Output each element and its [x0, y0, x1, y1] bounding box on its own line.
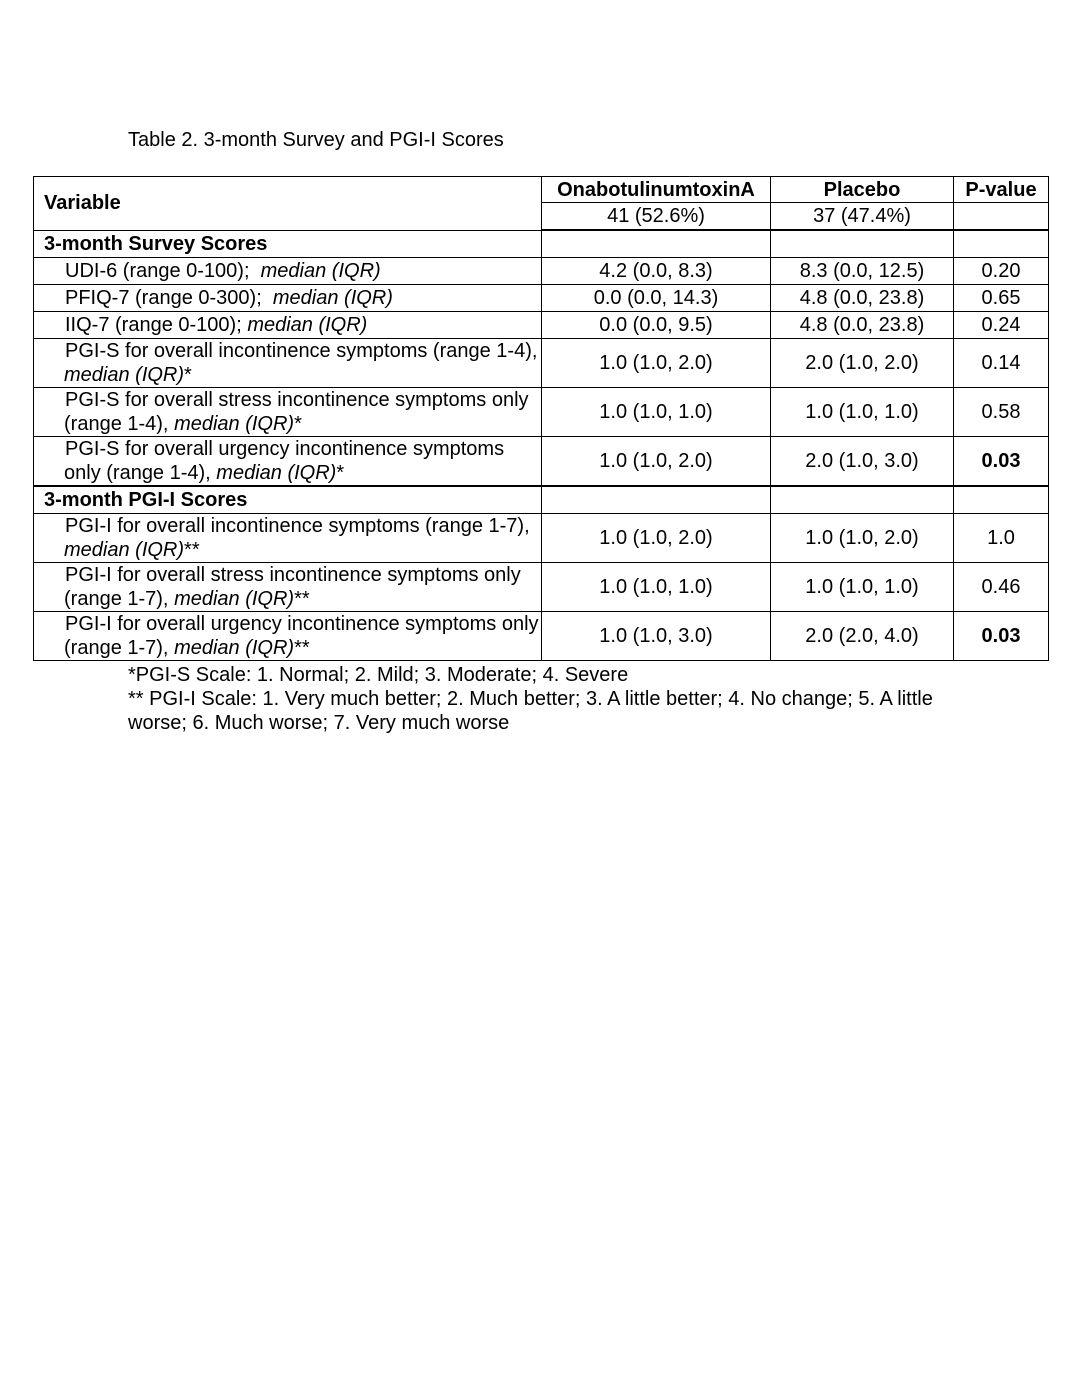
row-label-text: IIQ-7 (range 0-100); — [65, 314, 248, 336]
group2-value: 1.0 (1.0, 2.0) — [771, 514, 954, 563]
section-title: 3-month Survey Scores — [34, 230, 542, 258]
p-value: 0.03 — [954, 437, 1049, 487]
row-label-text: PGI-I for overall urgency incontinence symptoms only (range 1-7), — [64, 613, 545, 659]
row-label-text: PGI-I for overall incontinence symptoms (range 1-7), — [65, 515, 536, 537]
header-group2-n: 37 (47.4%) — [771, 203, 954, 231]
row-label — [34, 563, 542, 612]
section-blank-cell — [542, 486, 771, 514]
row-label — [34, 612, 545, 661]
row-label-stat: median (IQR) — [64, 364, 185, 386]
table-row — [34, 514, 1049, 563]
table-row — [34, 258, 1049, 285]
row-label-stat: median (IQR) — [216, 462, 337, 484]
group2-value: 4.8 (0.0, 23.8) — [771, 312, 954, 339]
section-blank-cell — [771, 230, 954, 258]
group1-value: 1.0 (1.0, 3.0) — [542, 612, 771, 661]
table-row — [34, 312, 1049, 339]
table-row — [34, 437, 1049, 487]
footnotes — [128, 663, 948, 735]
group1-value: 0.0 (0.0, 14.3) — [542, 285, 771, 312]
row-label-stat: median (IQR) — [272, 287, 393, 309]
row-label — [34, 388, 542, 437]
group1-value: 1.0 (1.0, 2.0) — [542, 437, 771, 487]
header-group1-n: 41 (52.6%) — [542, 203, 771, 231]
row-label-stat: median (IQR) — [247, 314, 368, 336]
group1-value: 4.2 (0.0, 8.3) — [542, 258, 771, 285]
row-label-stat: median (IQR) — [64, 539, 185, 561]
row-label-footnote-mark: * — [294, 413, 302, 435]
row-label-stat: median (IQR) — [174, 413, 295, 435]
section-blank-cell — [954, 230, 1049, 258]
p-value: 0.03 — [954, 612, 1049, 661]
p-value: 1.0 — [954, 514, 1049, 563]
p-value: 0.14 — [954, 339, 1049, 388]
section-blank-cell — [542, 230, 771, 258]
row-label-footnote-mark: ** — [184, 539, 200, 561]
row-label-text: PGI-S for overall incontinence symptoms (range 1-4), — [65, 340, 543, 362]
header-pvalue: P-value — [954, 177, 1049, 203]
row-label — [34, 258, 542, 285]
section-row — [34, 230, 1049, 258]
row-label-text: PGI-S for overall stress incontinence symptoms only (range 1-4), — [64, 389, 535, 435]
table-row — [34, 563, 1049, 612]
group2-value: 2.0 (1.0, 2.0) — [771, 339, 954, 388]
p-value: 0.20 — [954, 258, 1049, 285]
p-value: 0.24 — [954, 312, 1049, 339]
section-blank-cell — [954, 486, 1049, 514]
group2-value: 1.0 (1.0, 1.0) — [771, 388, 954, 437]
row-label-footnote-mark: ** — [294, 588, 310, 610]
footnote-pgi-i: ** PGI-I Scale: 1. Very much better; 2. Much better; 3. A little better; 4. No change; 5. A little worse; 6. Much worse; 7. Very much worse — [128, 688, 933, 734]
table-row — [34, 339, 1049, 388]
header-pvalue-blank — [954, 203, 1049, 231]
group1-value: 0.0 (0.0, 9.5) — [542, 312, 771, 339]
header-group2: Placebo — [771, 177, 954, 203]
group2-value: 1.0 (1.0, 1.0) — [771, 563, 954, 612]
group1-value: 1.0 (1.0, 2.0) — [542, 514, 771, 563]
header-group1: OnabotulinumtoxinA — [542, 177, 771, 203]
table-row — [34, 285, 1049, 312]
results-table — [33, 176, 1049, 661]
table-row — [34, 612, 1049, 661]
group2-value: 4.8 (0.0, 23.8) — [771, 285, 954, 312]
section-title: 3-month PGI-I Scores — [34, 486, 542, 514]
p-value: 0.65 — [954, 285, 1049, 312]
row-label-stat: median (IQR) — [174, 637, 295, 659]
group2-value: 2.0 (2.0, 4.0) — [771, 612, 954, 661]
group1-value: 1.0 (1.0, 1.0) — [542, 388, 771, 437]
row-label-text: UDI-6 (range 0-100); — [65, 260, 261, 282]
table-row — [34, 388, 1049, 437]
table-body — [34, 230, 1049, 661]
row-label-text: PGI-I for overall stress incontinence symptoms only (range 1-7), — [64, 564, 527, 610]
group2-value: 8.3 (0.0, 12.5) — [771, 258, 954, 285]
p-value: 0.46 — [954, 563, 1049, 612]
p-value: 0.58 — [954, 388, 1049, 437]
row-label — [34, 285, 542, 312]
row-label-stat: median (IQR) — [174, 588, 295, 610]
group2-value: 2.0 (1.0, 3.0) — [771, 437, 954, 487]
row-label-footnote-mark: * — [336, 462, 345, 484]
group1-value: 1.0 (1.0, 1.0) — [542, 563, 771, 612]
row-label — [34, 339, 542, 388]
row-label-footnote-mark: * — [184, 364, 192, 386]
section-row — [34, 486, 1049, 514]
row-label-stat: median (IQR) — [260, 260, 381, 282]
row-label-text: PFIQ-7 (range 0-300); — [65, 287, 273, 309]
table-caption: Table 2. 3-month Survey and PGI-I Scores — [128, 129, 504, 151]
footnote-pgi-s: *PGI-S Scale: 1. Normal; 2. Mild; 3. Moderate; 4. Severe — [128, 664, 629, 686]
section-blank-cell — [771, 486, 954, 514]
header-row — [34, 177, 1049, 203]
group1-value: 1.0 (1.0, 2.0) — [542, 339, 771, 388]
row-label-footnote-mark: ** — [294, 637, 310, 659]
row-label — [34, 312, 542, 339]
row-label — [34, 437, 542, 487]
row-label — [34, 514, 542, 563]
row-label-text: PGI-S for overall urgency incontinence symptoms only (range 1-4), — [64, 438, 510, 484]
header-variable: Variable — [34, 177, 542, 231]
